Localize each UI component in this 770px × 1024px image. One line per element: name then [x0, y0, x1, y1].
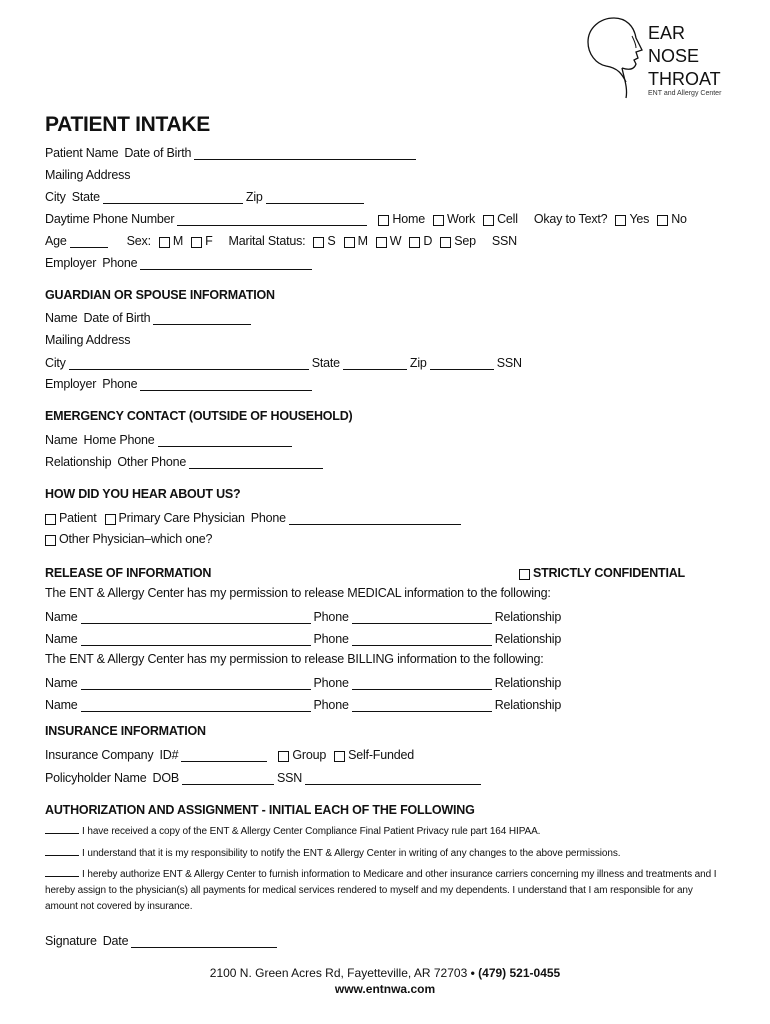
marital-d-label: D [423, 234, 433, 248]
patient-city-row [45, 187, 725, 204]
guardian-zip-label: Zip [409, 356, 427, 370]
insurance-id-label: ID# [159, 748, 179, 762]
marital-label: Marital Status: [228, 234, 306, 248]
hear-patient-checkbox[interactable] [45, 514, 56, 525]
release-billing-row-1 [45, 673, 725, 690]
authorization-text-1: I have received a copy of the ENT & Allergy Center Compliance Final Patient Privacy rule part 164 HIPAA. [82, 826, 541, 837]
signature-date-label: Date [102, 934, 129, 948]
okay-text-label: Okay to Text? [533, 212, 608, 226]
logo-ear: EAR [648, 23, 686, 43]
sex-f-label: F [205, 234, 213, 248]
guardian-mailing-row [45, 330, 725, 347]
hear-row-2 [45, 529, 725, 546]
guardian-ssn-label: SSN [496, 356, 522, 370]
logo-subtitle: ENT and Allergy Center [648, 90, 722, 97]
marital-w-checkbox[interactable] [376, 237, 387, 248]
marital-s-checkbox[interactable] [313, 237, 324, 248]
release-phone-label: Phone [313, 676, 349, 690]
marital-m-checkbox[interactable] [344, 237, 355, 248]
policyholder-dob-label: DOB [152, 771, 180, 785]
policyholder-label: Policyholder Name [45, 771, 147, 785]
signature-row [45, 931, 725, 948]
age-field[interactable] [70, 235, 108, 248]
daytime-phone-field[interactable] [177, 213, 367, 226]
release-heading-row [45, 563, 725, 580]
emergency-home-phone-field[interactable] [158, 434, 292, 447]
footer-phone: (479) 521-0455 [478, 966, 561, 980]
authorization-heading: AUTHORIZATION AND ASSIGNMENT - INITIAL EACH OF THE FOLLOWING [45, 803, 475, 817]
authorization-item-2 [45, 846, 725, 862]
emergency-heading: EMERGENCY CONTACT (OUTSIDE OF HOUSEHOLD) [45, 409, 353, 423]
hear-other-checkbox[interactable] [45, 535, 56, 546]
release-relationship-label: Relationship [494, 676, 562, 690]
release-name-label: Name [45, 610, 78, 624]
release-medical-row-2 [45, 629, 725, 646]
patient-demographics-row [45, 231, 725, 248]
logo-throat: THROAT [648, 69, 721, 89]
patient-phone-row [45, 209, 725, 226]
release-medical-text: The ENT & Allergy Center has my permission to release MEDICAL information to the following: [45, 586, 551, 600]
page-title: PATIENT INTAKE [45, 113, 210, 136]
patient-state-field[interactable] [103, 191, 243, 204]
insurance-id-field[interactable] [181, 749, 267, 762]
release-heading: RELEASE OF INFORMATION [45, 566, 212, 580]
release-medical-row-1 [45, 607, 725, 624]
footer-web[interactable]: www.entnwa.com [334, 982, 436, 996]
policyholder-ssn-field[interactable] [305, 772, 481, 785]
emergency-name-label: Name [45, 433, 78, 447]
work-checkbox[interactable] [433, 215, 444, 226]
head-profile-icon [582, 16, 644, 102]
text-no-checkbox[interactable] [657, 215, 668, 226]
guardian-phone-label: Phone [102, 377, 138, 391]
patient-mailing-label: Mailing Address [45, 168, 131, 182]
guardian-dob-label: Date of Birth [83, 311, 151, 325]
patient-dob-label: Date of Birth [124, 146, 192, 160]
hear-heading: HOW DID YOU HEAR ABOUT US? [45, 487, 241, 501]
patient-city-label: City [45, 190, 66, 204]
patient-employer-label: Employer [45, 256, 97, 270]
release-name-field[interactable] [81, 699, 311, 712]
authorization-text-3: I hereby authorize ENT & Allergy Center to furnish information to Medicare and other insurance carriers concerning my illness and treatments and I hereby assign to the physician(s) all payments for medical services rendered to myself and my dependents. I understand that I am responsible for any amount not covered by insurance. [45, 869, 717, 912]
release-phone-field[interactable] [352, 699, 492, 712]
guardian-employer-label: Employer [45, 377, 97, 391]
work-label: Work [446, 212, 476, 226]
marital-d-checkbox[interactable] [409, 237, 420, 248]
guardian-dob-field[interactable] [153, 312, 251, 325]
guardian-city-label: City [45, 356, 66, 370]
text-yes-checkbox[interactable] [615, 215, 626, 226]
sex-m-checkbox[interactable] [159, 237, 170, 248]
release-phone-label: Phone [313, 610, 349, 624]
guardian-state-label: State [311, 356, 340, 370]
release-phone-field[interactable] [352, 633, 492, 646]
home-label: Home [392, 212, 425, 226]
initial-field-3[interactable] [45, 867, 79, 877]
self-funded-checkbox[interactable] [334, 751, 345, 762]
patient-zip-field[interactable] [266, 191, 364, 204]
hear-row-1 [45, 508, 725, 525]
footer-bullet: • [470, 966, 475, 980]
policyholder-row [45, 768, 725, 785]
patient-state-label: State [71, 190, 100, 204]
sex-label: Sex: [126, 234, 151, 248]
cell-label: Cell [497, 212, 518, 226]
sex-m-label: M [172, 234, 184, 248]
patient-dob-field[interactable] [194, 147, 416, 160]
guardian-mailing-label: Mailing Address [45, 333, 131, 347]
logo-nose: NOSE [648, 46, 700, 66]
patient-name-label: Patient Name [45, 146, 119, 160]
marital-m-label: M [357, 234, 368, 248]
release-phone-label: Phone [313, 632, 349, 646]
policyholder-ssn-label: SSN [277, 771, 303, 785]
confidential-checkbox[interactable] [519, 569, 530, 580]
home-checkbox[interactable] [378, 215, 389, 226]
guardian-employer-row [45, 374, 725, 391]
policyholder-dob-field[interactable] [182, 772, 274, 785]
insurance-company-label: Insurance Company [45, 748, 154, 762]
footer-address: 2100 N. Green Acres Rd, Fayetteville, AR 72703 [209, 966, 468, 980]
guardian-city-field[interactable] [69, 357, 309, 370]
hear-pcp-label: Primary Care Physician [118, 511, 245, 525]
emergency-other-phone-field[interactable] [189, 456, 323, 469]
patient-zip-label: Zip [245, 190, 263, 204]
release-name-field[interactable] [81, 633, 311, 646]
confidential-label: STRICTLY CONFIDENTIAL [532, 566, 685, 580]
authorization-text-2: I understand that it is my responsibility to notify the ENT & Allergy Center in writing of any changes to the above permissions. [82, 848, 621, 859]
emergency-relationship-label: Relationship [45, 455, 112, 469]
initial-field-2[interactable] [45, 846, 79, 856]
authorization-item-3 [45, 867, 725, 915]
hear-phone-label: Phone [250, 511, 286, 525]
initial-field-1[interactable] [45, 824, 79, 834]
marital-w-label: W [389, 234, 402, 248]
self-funded-label: Self-Funded [348, 748, 414, 762]
guardian-state-field[interactable] [343, 357, 407, 370]
release-phone-field[interactable] [352, 611, 492, 624]
guardian-phone-field[interactable] [140, 378, 312, 391]
authorization-item-1 [45, 824, 725, 840]
release-phone-field[interactable] [352, 677, 492, 690]
guardian-name-row [45, 308, 725, 325]
age-label: Age [45, 234, 67, 248]
patient-employer-row [45, 253, 725, 270]
hear-other-label: Other Physician–which one? [59, 532, 213, 546]
guardian-heading: GUARDIAN OR SPOUSE INFORMATION [45, 288, 275, 302]
group-checkbox[interactable] [278, 751, 289, 762]
release-name-field[interactable] [81, 677, 311, 690]
release-name-label: Name [45, 632, 78, 646]
hear-patient-label: Patient [59, 511, 97, 525]
patient-ssn-label: SSN [491, 234, 517, 248]
text-no-label: No [671, 212, 687, 226]
ent-logo [582, 16, 742, 102]
release-billing-row-2 [45, 695, 725, 712]
daytime-phone-label: Daytime Phone Number [45, 212, 175, 226]
guardian-zip-field[interactable] [430, 357, 494, 370]
release-name-label: Name [45, 698, 78, 712]
release-name-label: Name [45, 676, 78, 690]
signature-date-field[interactable] [131, 935, 277, 948]
release-relationship-label: Relationship [494, 632, 562, 646]
marital-sep-checkbox[interactable] [440, 237, 451, 248]
release-phone-label: Phone [313, 698, 349, 712]
insurance-heading: INSURANCE INFORMATION [45, 724, 206, 738]
release-name-field[interactable] [81, 611, 311, 624]
emergency-other-phone-label: Other Phone [117, 455, 187, 469]
signature-label: Signature [45, 934, 97, 948]
patient-name-row [45, 143, 725, 160]
footer-address-line [0, 965, 770, 981]
emergency-name-row [45, 430, 725, 447]
patient-mailing-row [45, 165, 725, 182]
patient-employer-phone-field[interactable] [140, 257, 312, 270]
insurance-company-row [45, 745, 725, 762]
hear-pcp-checkbox[interactable] [105, 514, 116, 525]
cell-checkbox[interactable] [483, 215, 494, 226]
text-yes-label: Yes [629, 212, 650, 226]
marital-sep-label: Sep [454, 234, 476, 248]
emergency-home-phone-label: Home Phone [83, 433, 155, 447]
hear-phone-field[interactable] [289, 512, 461, 525]
sex-f-checkbox[interactable] [191, 237, 202, 248]
release-billing-text: The ENT & Allergy Center has my permission to release BILLING information to the following: [45, 652, 544, 666]
release-relationship-label: Relationship [494, 610, 562, 624]
patient-employer-phone-label: Phone [102, 256, 138, 270]
emergency-relationship-row [45, 452, 725, 469]
group-label: Group [292, 748, 327, 762]
release-relationship-label: Relationship [494, 698, 562, 712]
guardian-city-row [45, 353, 725, 370]
guardian-name-label: Name [45, 311, 78, 325]
marital-s-label: S [327, 234, 336, 248]
